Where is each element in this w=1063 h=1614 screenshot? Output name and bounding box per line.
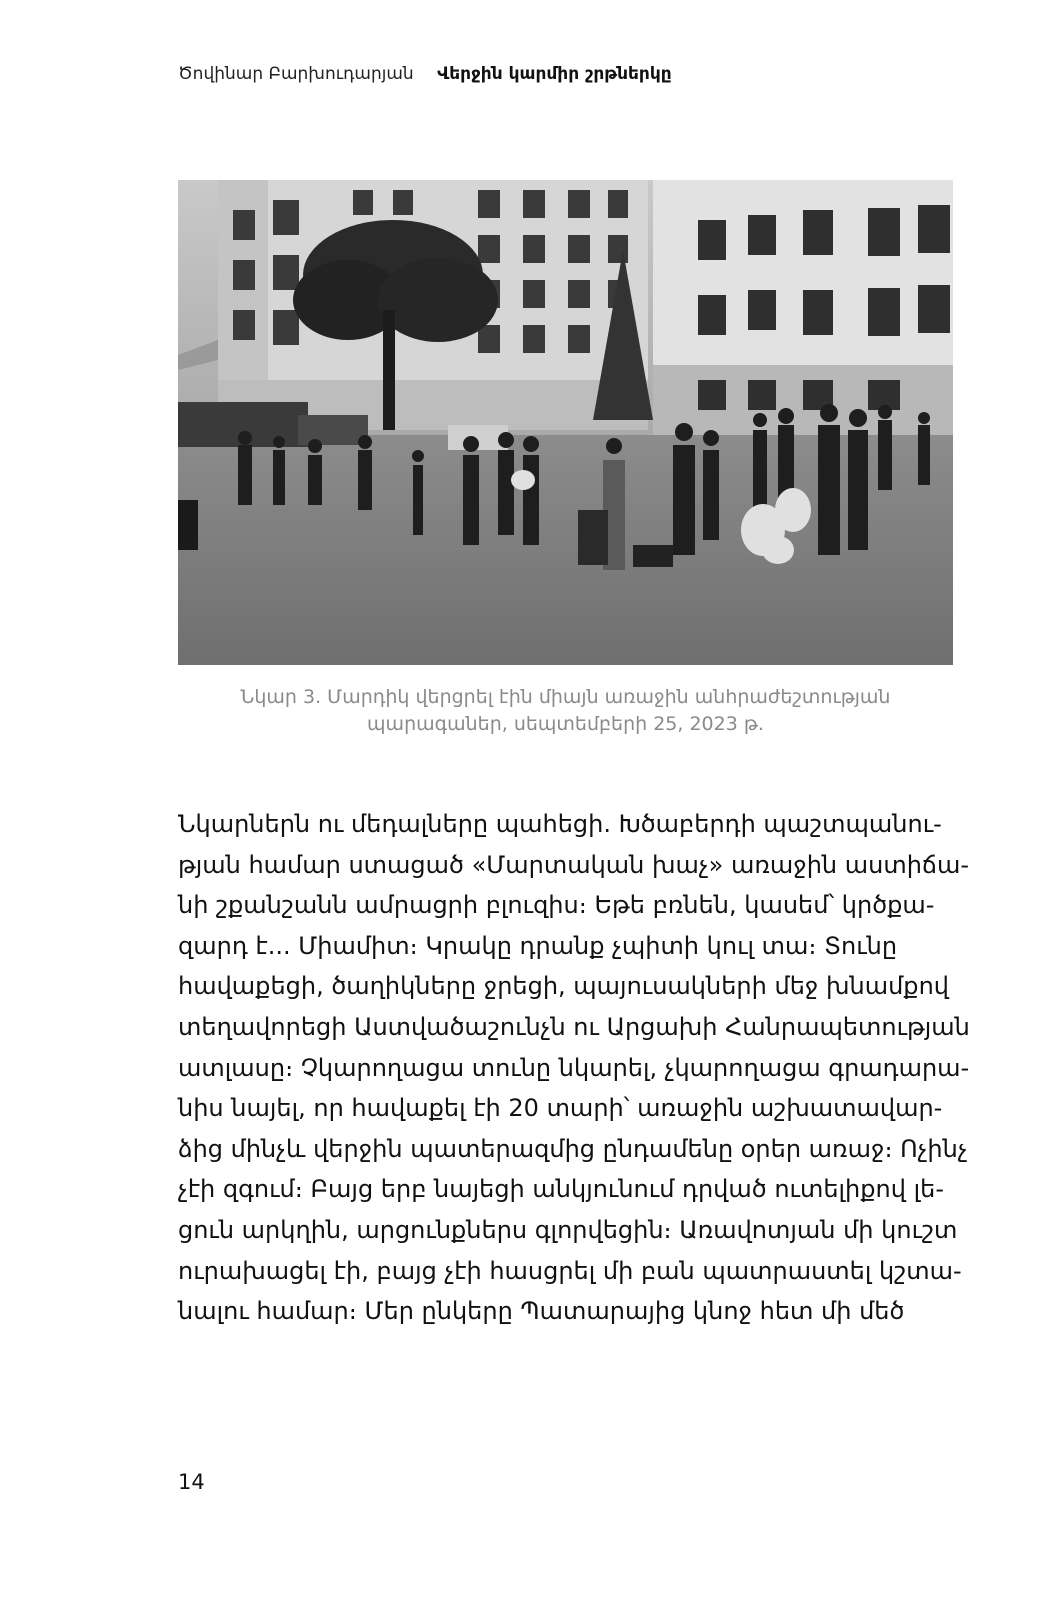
body-line: զարդ է... Միամիտ։ Կրակը դրանք չպիտի կուլ տա։ Տունը xyxy=(178,931,898,960)
caption-line: Նկար 3. Մարդիկ վերցրել էին միայն առաջին անհրաժեշտության xyxy=(240,686,891,708)
body-line: ուրախացել էի, բայց չէի հասցրել մի բան պատրաստել կշտա- xyxy=(178,1256,962,1285)
body-line: նալու համար։ Մեր ընկերը Պատարայից կնոջ հետ մի մեծ xyxy=(178,1297,905,1326)
page-number: 14 xyxy=(178,1470,205,1494)
running-header xyxy=(178,64,672,84)
header-book-title: Վերջին կարմիր շրթներկը xyxy=(437,64,672,84)
body-line: ցուն արկղին, արցունքներս գլորվեցին։ Առավոտյան մի կուշտ xyxy=(178,1215,958,1244)
photo-caption xyxy=(178,684,953,738)
body-line: նիս նայել, որ հավաքել էի 20 տարի՝ առաջին աշխատավար- xyxy=(178,1094,943,1123)
header-author: Ծովինար Բարխուդարյան xyxy=(178,64,414,84)
body-line: Նկարներն ու մեդալները պահեցի. Խծաբերդի պաշտպանու- xyxy=(178,810,942,838)
body-line: տեղավորեցի Աստվածաշունչն ու Արցախի Հանրապետության xyxy=(178,1012,970,1041)
body-line: չէի զգում։ Բայց երբ նայեցի անկյունում դրված ուտելիքով լե- xyxy=(178,1175,944,1204)
body-line: հավաքեցի, ծաղիկները ջրեցի, պայուսակների մեջ խնամքով xyxy=(178,972,949,1001)
body-line: նի շքանշանն ամրացրի բլուզիս։ Եթե բռնեն, կասեմ՝ կրծքա- xyxy=(178,891,935,920)
photo-refugees-square xyxy=(178,180,953,665)
body-line: ատլասը։ Չկարողացա տունը նկարել, չկարողացա գրադարա- xyxy=(178,1053,970,1082)
caption-line: պարագաներ, սեպտեմբերի 25, 2023 թ. xyxy=(367,713,764,735)
body-line: թյան համար ստացած «Մարտական խաչ» առաջին աստիճա- xyxy=(178,850,970,879)
body-line: ձից մինչև վերջին պատերազմից ընդամենը օրեր առաջ։ Ոչինչ xyxy=(178,1134,968,1163)
body-paragraph xyxy=(178,804,970,1332)
